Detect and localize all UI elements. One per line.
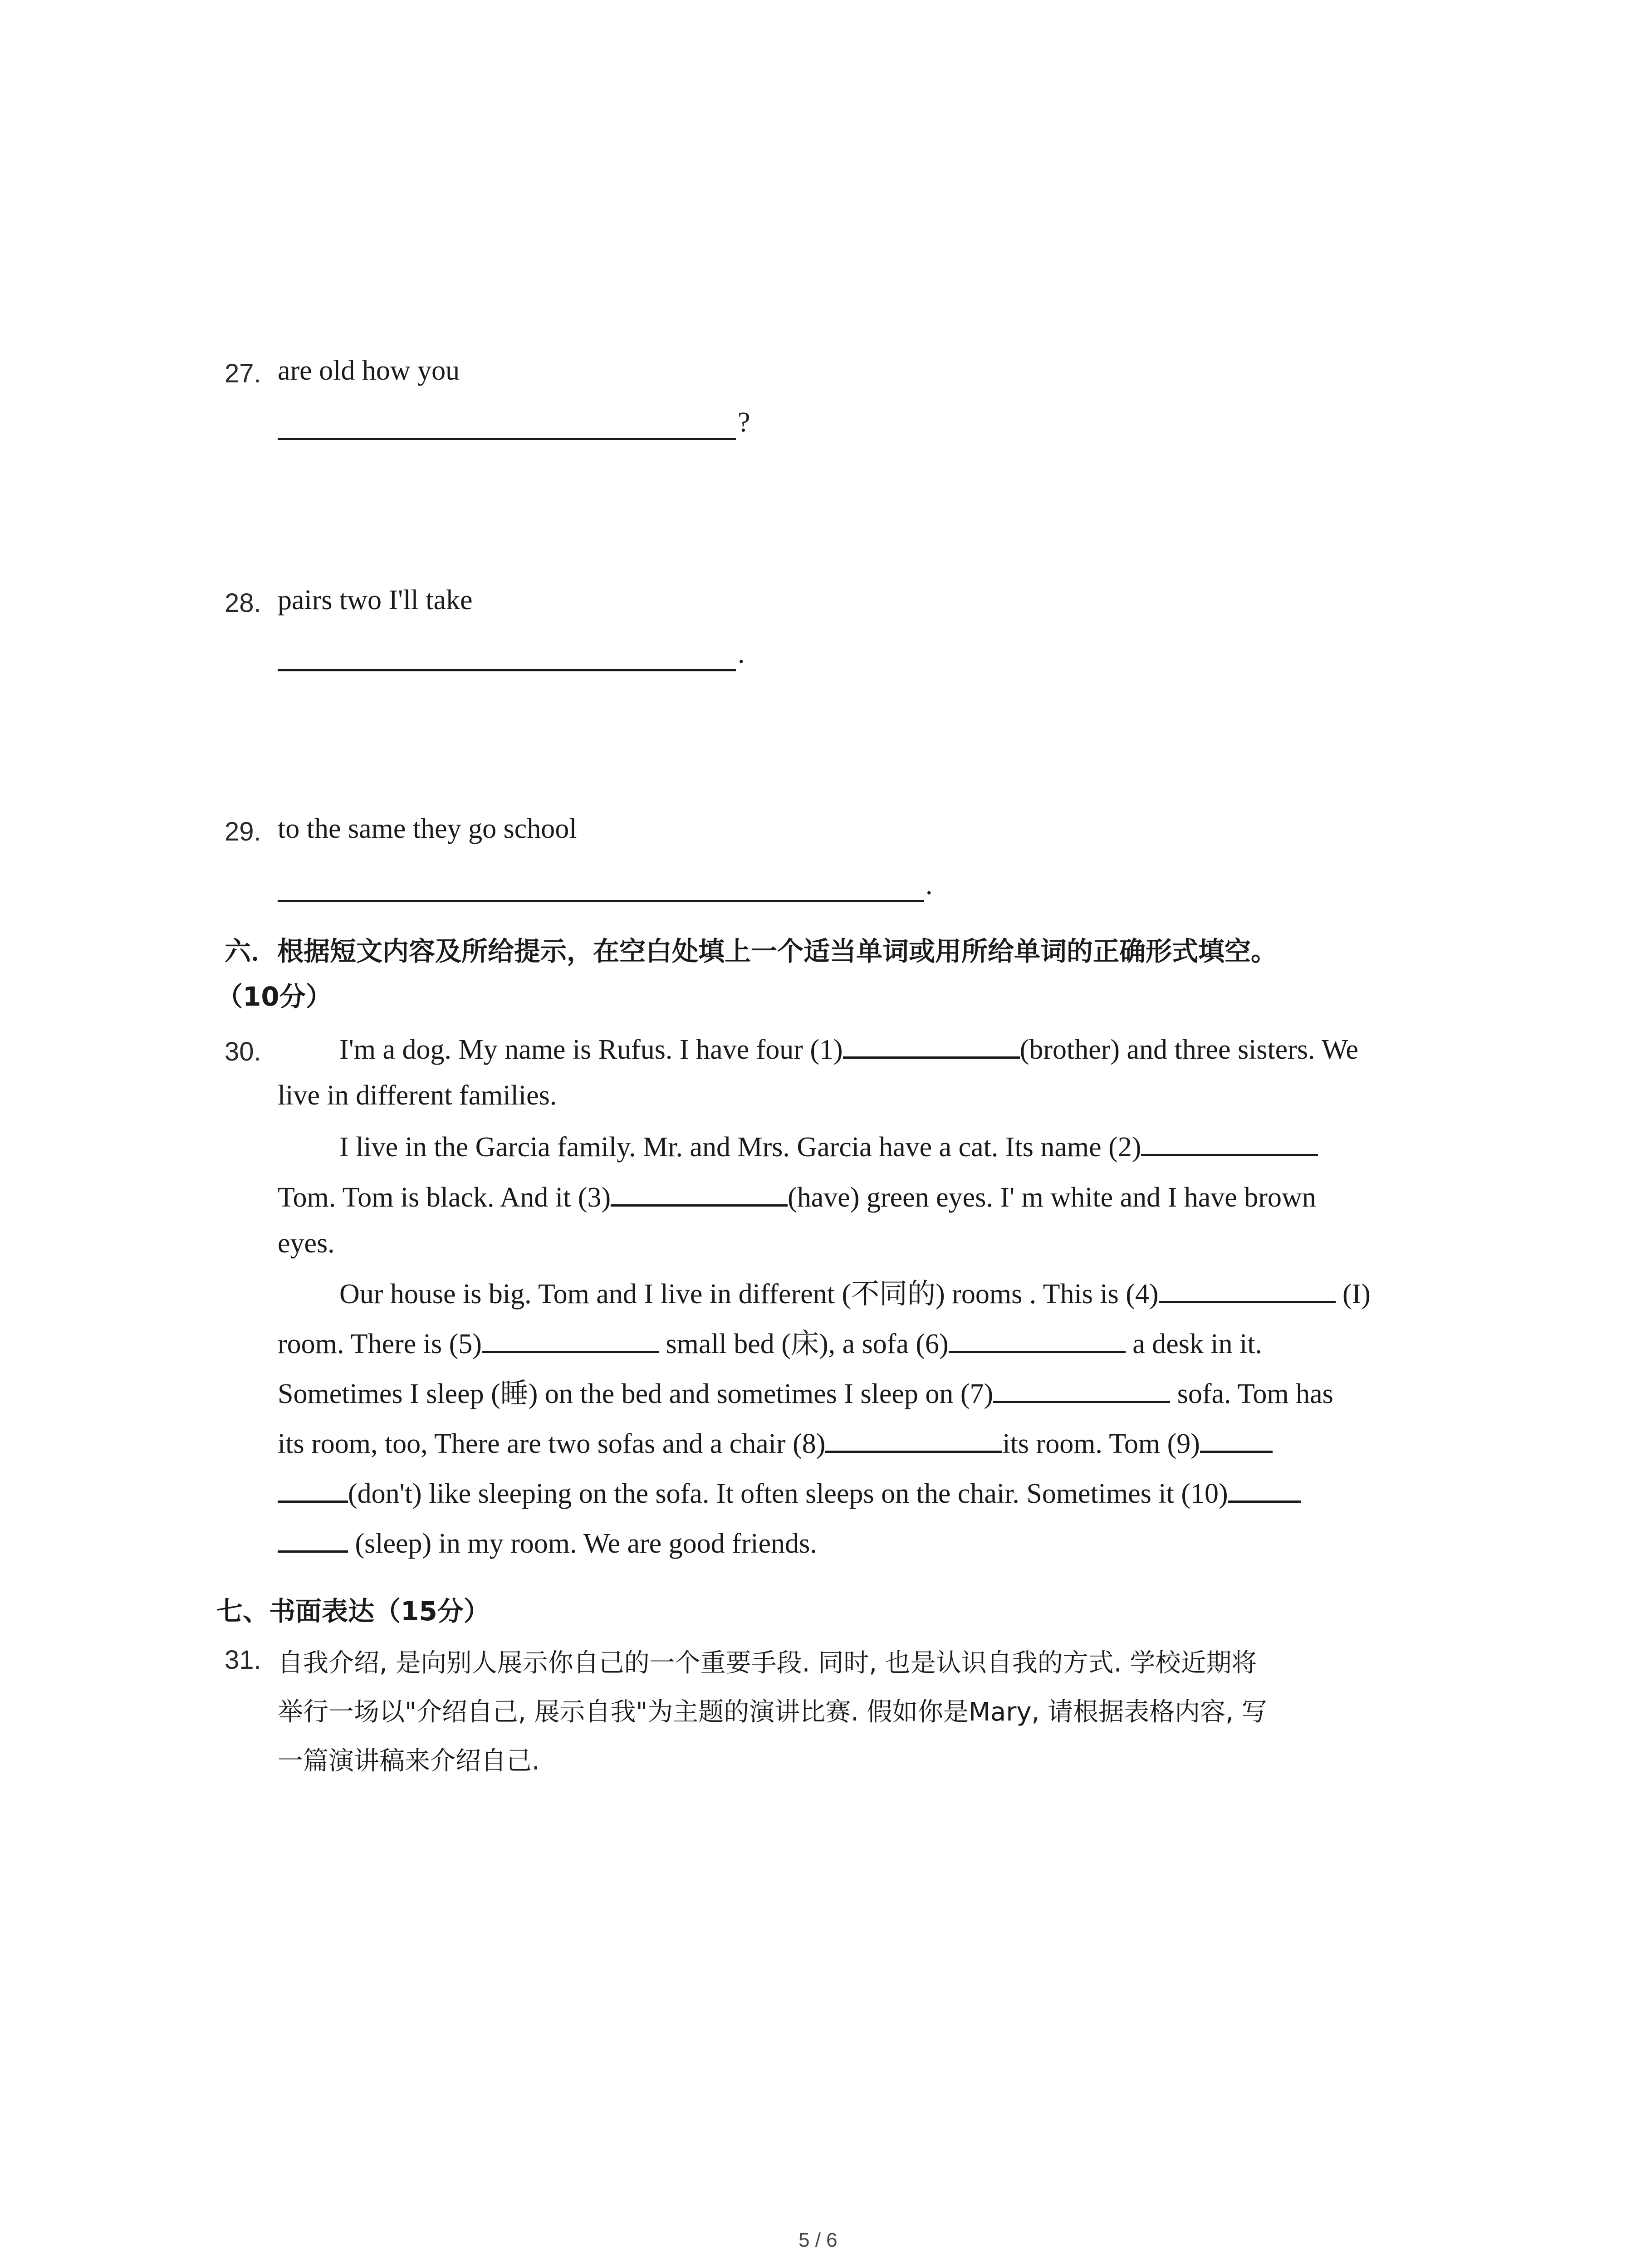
q29-scrambled-words: to the same they go school [278,813,577,844]
passage-line [278,1479,1301,1508]
passage-text: I live in the Garcia family. Mr. and Mrs. Garcia have a cat. Its name (2) [339,1132,1141,1163]
q27-end-mark: ? [738,407,750,438]
q29-answer-line[interactable] [278,900,924,902]
passage-text: small bed (床), a sofa (6) [666,1329,949,1359]
blank-8[interactable] [825,1429,1002,1453]
passage-text: Tom. Tom is black. And it (3) [278,1182,611,1213]
q28-end-mark: . [738,638,745,669]
passage-line [339,1279,1371,1308]
passage-text: room. There is (5) [278,1329,482,1359]
q28-scrambled-words: pairs two I'll take [278,585,473,616]
passage-line [278,1529,817,1558]
passage-line [339,1132,1318,1161]
q31-prompt-line: 自我介绍, 是向别人展示你自己的一个重要手段. 同时, 也是认识自我的方式. 学校近期将 [278,1648,1257,1678]
question-number-27: 27. [225,359,261,388]
passage-text: a desk in it. [1132,1329,1263,1359]
passage-text: Our house is big. Tom and I live in different (不同的) rooms . This is (4) [339,1279,1159,1310]
blank-7[interactable] [993,1379,1170,1403]
passage-text: its room, too, There are two sofas and a chair (8) [278,1428,826,1459]
passage-text: (sleep) in my room. We are good friends. [355,1528,817,1559]
passage-text: sofa. Tom has [1177,1378,1333,1409]
section-7-heading: 七、书面表达（15分） [216,1596,490,1627]
page-indicator: 5 / 6 [798,2229,838,2251]
question-number-31: 31. [225,1645,261,1675]
passage-line [278,1081,557,1110]
blank-9-part-b[interactable] [278,1479,348,1503]
q29-end-mark: . [926,870,933,900]
passage-text: live in different families. [278,1080,557,1111]
q31-prompt-line: 举行一场以"介绍自己, 展示自我"为主题的演讲比赛. 假如你是Mary, 请根据表格内容, 写 [278,1697,1267,1727]
passage-text: (brother) and three sisters. We [1019,1034,1358,1065]
blank-9-part-a[interactable] [1200,1429,1273,1453]
question-number-29: 29. [225,817,261,846]
passage-line [339,1035,1358,1064]
passage-line [278,1329,1262,1358]
q27-scrambled-words: are old how you [278,355,460,386]
passage-text: Sometimes I sleep (睡) on the bed and sometimes I sleep on (7) [278,1378,994,1409]
section-6-score: （10分） [216,981,332,1012]
passage-line [278,1429,1273,1458]
blank-10-part-b[interactable] [278,1529,348,1553]
passage-line [278,1379,1333,1408]
passage-text: (I) [1342,1279,1371,1310]
question-number-30: 30. [225,1037,261,1066]
passage-text: (have) green eyes. I' m white and I have brown [788,1182,1316,1213]
passage-text: its room. Tom (9) [1002,1428,1200,1459]
blank-10-part-a[interactable] [1228,1479,1301,1503]
blank-4[interactable] [1159,1279,1336,1303]
blank-5[interactable] [482,1329,659,1353]
blank-3[interactable] [611,1183,788,1207]
passage-text: (don't) like sleeping on the sofa. It often sleeps on the chair. Sometimes it (10) [348,1478,1228,1509]
blank-6[interactable] [949,1329,1126,1353]
passage-line [278,1183,1316,1212]
passage-line [278,1229,335,1257]
passage-text: eyes. [278,1228,335,1259]
blank-1[interactable] [843,1035,1020,1059]
q27-answer-line[interactable] [278,438,736,440]
section-6-heading: 六．根据短文内容及所给提示，在空白处填上一个适当单词或用所给单词的正确形式填空。 [225,936,1278,967]
q28-answer-line[interactable] [278,669,736,671]
question-number-28: 28. [225,588,261,618]
q31-prompt-line: 一篇演讲稿来介绍自己. [278,1746,540,1776]
passage-text: I'm a dog. My name is Rufus. I have four (1) [339,1034,843,1065]
blank-2[interactable] [1141,1132,1318,1156]
